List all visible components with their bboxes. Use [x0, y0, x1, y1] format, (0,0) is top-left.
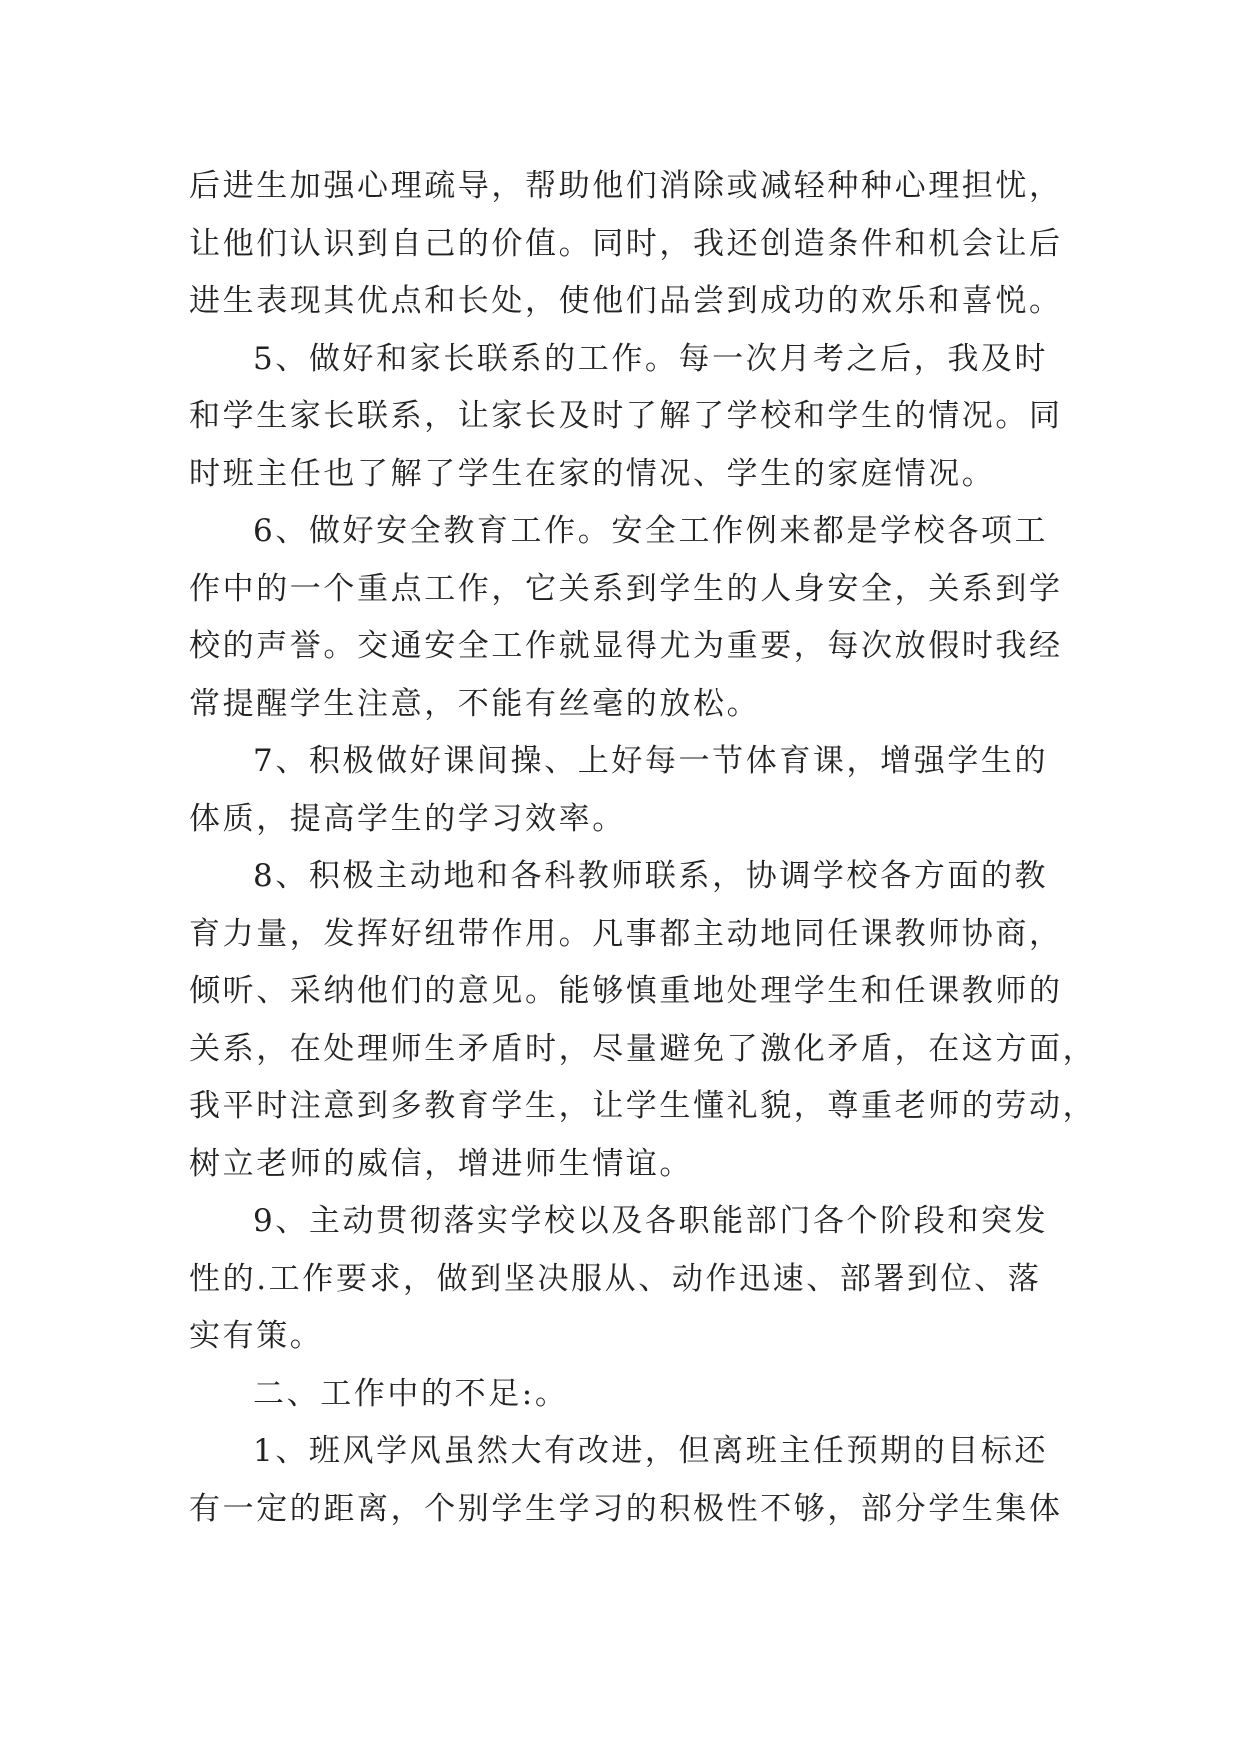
text-line: 让他们认识到自己的价值。同时，我还创造条件和机会让后 [189, 225, 1063, 262]
text-line: 进生表现其优点和长处，使他们品尝到成功的欢乐和喜悦。 [189, 283, 1063, 319]
document-body [189, 158, 1097, 1538]
text-line: 时班主任也了解了学生在家的情况、学生的家庭情况。 [189, 455, 996, 492]
text-line: 性的.工作要求，做到坚决服从、动作迅速、部署到位、落 [189, 1260, 1042, 1297]
text-line: 关系，在处理师生矛盾时，尽量避免了激化矛盾，在这方面， [189, 1030, 1097, 1067]
paragraph-start-line: 5、做好和家长联系的工作。每一次月考之后，我及时 [253, 340, 1049, 377]
text-line: 我平时注意到多教育学生，让学生懂礼貌，尊重老师的劳动， [189, 1088, 1097, 1124]
text-line: 实有策。 [189, 1318, 324, 1354]
paragraph-start-line: 6、做好安全教育工作。安全工作例来都是学校各项工 [253, 513, 1049, 549]
text-line: 有一定的距离，个别学生学习的积极性不够，部分学生集体 [189, 1490, 1063, 1527]
paragraph-start-line: 1、班风学风虽然大有改进，但离班主任预期的目标还 [253, 1433, 1049, 1469]
paragraph-start-line: 9、主动贯彻落实学校以及各职能部门各个阶段和突发 [253, 1203, 1049, 1239]
section-heading: 二、工作中的不足:。 [253, 1375, 569, 1412]
text-line: 常提醒学生注意，不能有丝毫的放松。 [189, 685, 761, 722]
text-line: 倾听、采纳他们的意见。能够慎重地处理学生和任课教师的 [189, 973, 1063, 1009]
text-line: 作中的一个重点工作，它关系到学生的人身安全，关系到学 [189, 570, 1063, 607]
paragraph-start-line: 7、积极做好课间操、上好每一节体育课，增强学生的 [253, 743, 1049, 779]
text-line: 后进生加强心理疏导，帮助他们消除或减轻种种心理担忧， [189, 168, 1063, 204]
text-line: 树立老师的威信，增进师生情谊。 [189, 1145, 693, 1182]
text-line: 育力量，发挥好纽带作用。凡事都主动地同任课教师协商， [189, 915, 1063, 952]
text-line: 体质，提高学生的学习效率。 [189, 800, 626, 837]
text-line: 和学生家长联系，让家长及时了解了学校和学生的情况。同 [189, 398, 1063, 434]
paragraph-start-line: 8、积极主动地和各科教师联系，协调学校各方面的教 [253, 858, 1049, 894]
text-line: 校的声誉。交通安全工作就显得尤为重要，每次放假时我经 [189, 628, 1063, 664]
